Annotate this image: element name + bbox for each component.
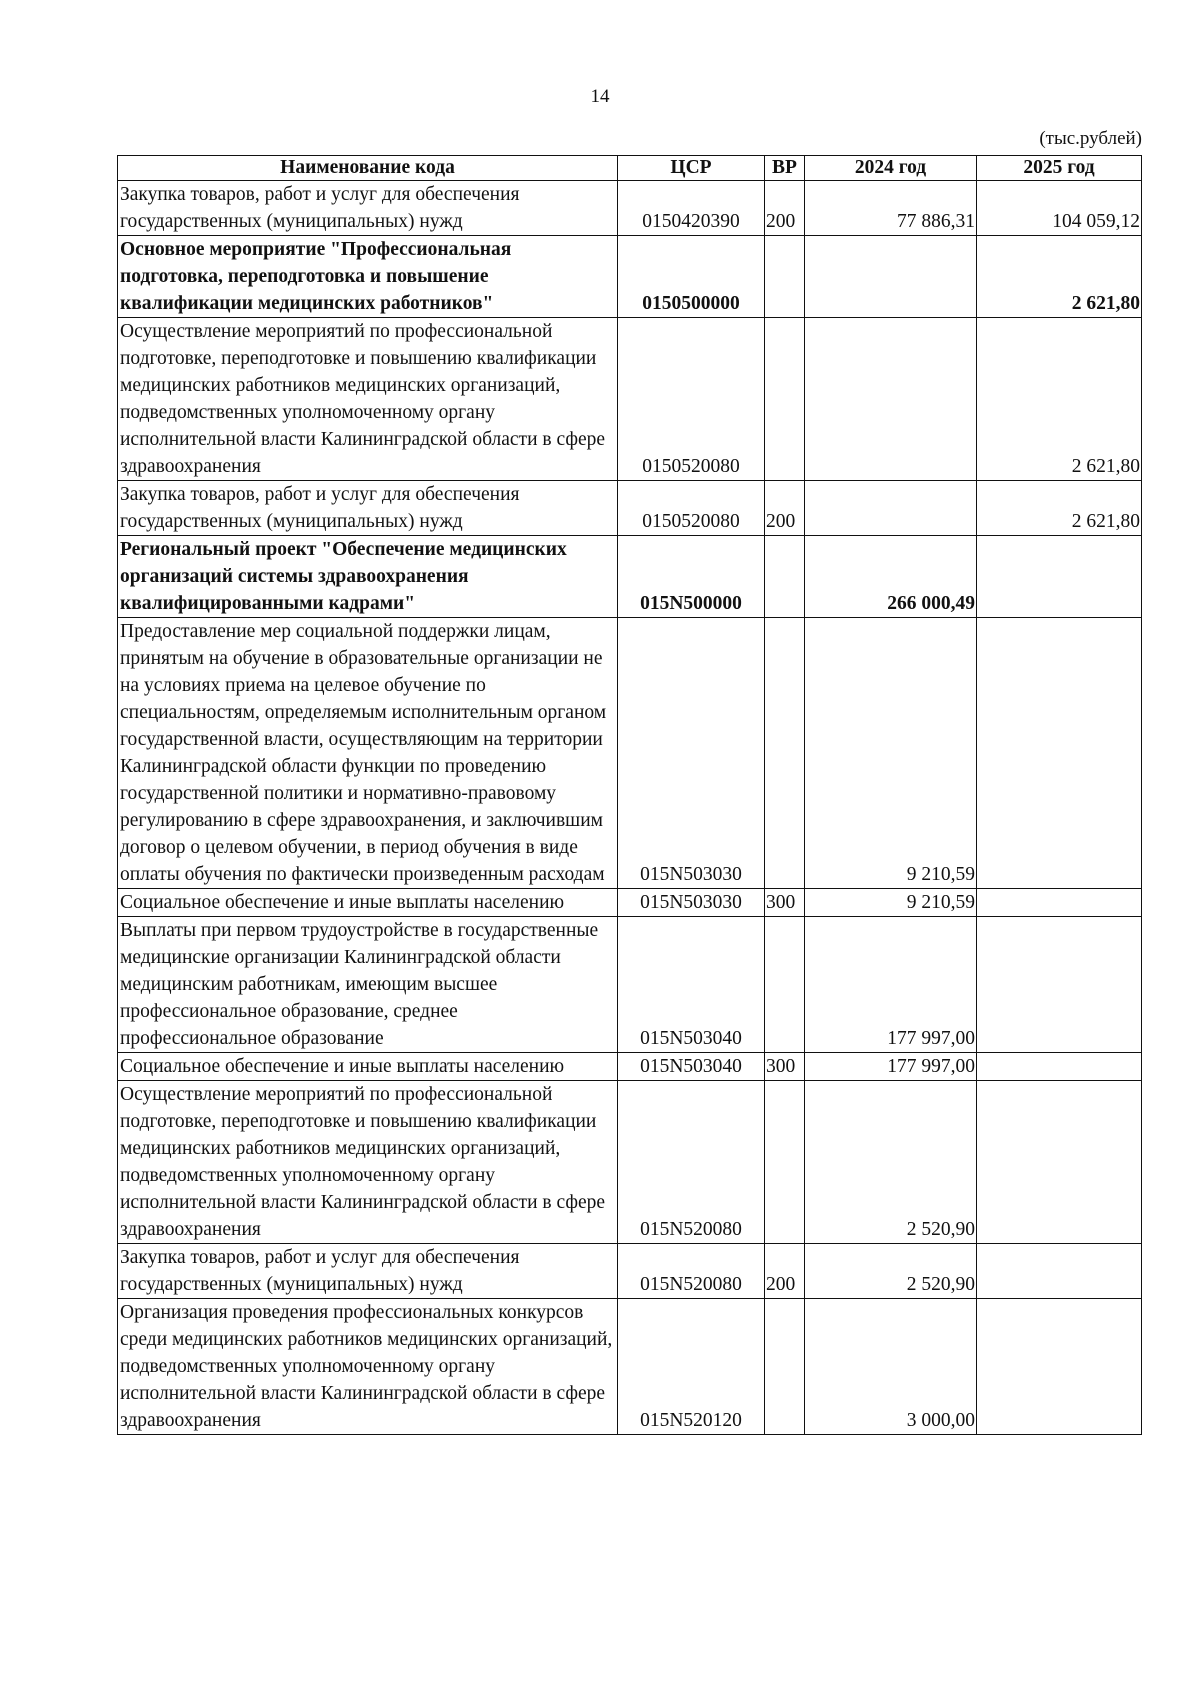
header-vr: ВР <box>765 156 805 181</box>
row-csr-cell: 0150420390 <box>618 181 765 236</box>
row-2024-cell: 3 000,00 <box>805 1299 977 1435</box>
row-name-cell: Закупка товаров, работ и услуг для обеспечения государственных (муниципальных) нужд <box>118 181 618 236</box>
row-vr-cell <box>765 917 805 1053</box>
row-vr-cell <box>765 318 805 481</box>
row-vr-cell: 300 <box>765 889 805 917</box>
row-name-cell: Закупка товаров, работ и услуг для обеспечения государственных (муниципальных) нужд <box>118 1244 618 1299</box>
row-2024-cell: 266 000,49 <box>805 536 977 618</box>
row-csr-cell: 015N503040 <box>618 917 765 1053</box>
row-name-cell: Региональный проект "Обеспечение медицинских организаций системы здравоохранения квалифицированными кадрами" <box>118 536 618 618</box>
row-csr-cell: 015N503030 <box>618 618 765 889</box>
row-name-cell: Основное мероприятие "Профессиональная подготовка, переподготовка и повышение квалификации медицинских работников" <box>118 236 618 318</box>
row-2024-cell: 9 210,59 <box>805 889 977 917</box>
table-row <box>118 236 1142 318</box>
row-vr-cell <box>765 1081 805 1244</box>
row-name-cell: Закупка товаров, работ и услуг для обеспечения государственных (муниципальных) нужд <box>118 481 618 536</box>
row-name-cell: Предоставление мер социальной поддержки лицам, принятым на обучение в образовательные организации не на условиях приема на целевое обучение по специальностям, определяемым исполнительным органом государственной власти, осуществляющим на территории Калининградской области функции по проведению государственной политики и нормативно-правовому регулированию в сфере здравоохранения, и заключившим договор о целевом обучении, в период обучения в виде оплаты обучения по фактически произведенным расходам <box>118 618 618 889</box>
table-body <box>118 181 1142 1435</box>
row-name-cell: Осуществление мероприятий по профессиональной подготовке, переподготовке и повышению квалификации медицинских работников медицинских организаций, подведомственных уполномоченному органу исполнительной власти Калининградской области в сфере здравоохранения <box>118 1081 618 1244</box>
row-vr-cell: 200 <box>765 1244 805 1299</box>
row-2025-cell <box>977 618 1142 889</box>
header-csr: ЦСР <box>618 156 765 181</box>
row-csr-cell: 0150500000 <box>618 236 765 318</box>
row-2025-cell: 2 621,80 <box>977 236 1142 318</box>
row-csr-cell: 015N520080 <box>618 1081 765 1244</box>
row-vr-cell <box>765 618 805 889</box>
row-2025-cell <box>977 889 1142 917</box>
table-header-row <box>118 156 1142 181</box>
row-csr-cell: 015N520120 <box>618 1299 765 1435</box>
row-vr-cell: 200 <box>765 481 805 536</box>
row-vr-cell: 300 <box>765 1053 805 1081</box>
page-number: 14 <box>590 86 610 107</box>
budget-table <box>117 155 1142 1435</box>
row-csr-cell: 015N503040 <box>618 1053 765 1081</box>
table-row <box>118 618 1142 889</box>
table-row <box>118 889 1142 917</box>
row-csr-cell: 015N520080 <box>618 1244 765 1299</box>
row-2024-cell: 177 997,00 <box>805 1053 977 1081</box>
table-row <box>118 917 1142 1053</box>
row-2025-cell <box>977 917 1142 1053</box>
table-row <box>118 536 1142 618</box>
row-name-cell: Социальное обеспечение и иные выплаты населению <box>118 889 618 917</box>
table-row <box>118 1081 1142 1244</box>
row-name-cell: Осуществление мероприятий по профессиональной подготовке, переподготовке и повышению квалификации медицинских работников медицинских организаций, подведомственных уполномоченному органу исполнительной власти Калининградской области в сфере здравоохранения <box>118 318 618 481</box>
row-2025-cell: 2 621,80 <box>977 481 1142 536</box>
table-row <box>118 181 1142 236</box>
row-2024-cell: 177 997,00 <box>805 917 977 1053</box>
row-2024-cell <box>805 318 977 481</box>
units-label: (тыс.рублей) <box>1039 128 1142 149</box>
header-name: Наименование кода <box>118 156 618 181</box>
row-2024-cell: 9 210,59 <box>805 618 977 889</box>
table-row <box>118 1053 1142 1081</box>
row-2025-cell <box>977 1244 1142 1299</box>
row-2024-cell: 77 886,31 <box>805 181 977 236</box>
row-name-cell: Социальное обеспечение и иные выплаты населению <box>118 1053 618 1081</box>
header-2025: 2025 год <box>977 156 1142 181</box>
row-vr-cell <box>765 536 805 618</box>
row-vr-cell <box>765 236 805 318</box>
row-2025-cell: 2 621,80 <box>977 318 1142 481</box>
row-csr-cell: 015N503030 <box>618 889 765 917</box>
row-vr-cell <box>765 1299 805 1435</box>
table-row <box>118 1299 1142 1435</box>
row-2025-cell <box>977 1299 1142 1435</box>
row-vr-cell: 200 <box>765 181 805 236</box>
row-csr-cell: 0150520080 <box>618 318 765 481</box>
row-2025-cell <box>977 1081 1142 1244</box>
row-name-cell: Выплаты при первом трудоустройстве в государственные медицинские организации Калининградской области медицинским работникам, имеющим высшее профессиональное образование, среднее профессиональное образование <box>118 917 618 1053</box>
row-csr-cell: 015N500000 <box>618 536 765 618</box>
row-2024-cell: 2 520,90 <box>805 1244 977 1299</box>
header-2024: 2024 год <box>805 156 977 181</box>
row-2024-cell: 2 520,90 <box>805 1081 977 1244</box>
row-2024-cell <box>805 236 977 318</box>
row-2025-cell <box>977 536 1142 618</box>
row-2025-cell <box>977 1053 1142 1081</box>
row-2025-cell: 104 059,12 <box>977 181 1142 236</box>
row-2024-cell <box>805 481 977 536</box>
table-row <box>118 1244 1142 1299</box>
table-row <box>118 481 1142 536</box>
table-row <box>118 318 1142 481</box>
row-csr-cell: 0150520080 <box>618 481 765 536</box>
row-name-cell: Организация проведения профессиональных конкурсов среди медицинских работников медицинских организаций, подведомственных уполномоченному органу исполнительной власти Калининградской области в сфере здравоохранения <box>118 1299 618 1435</box>
